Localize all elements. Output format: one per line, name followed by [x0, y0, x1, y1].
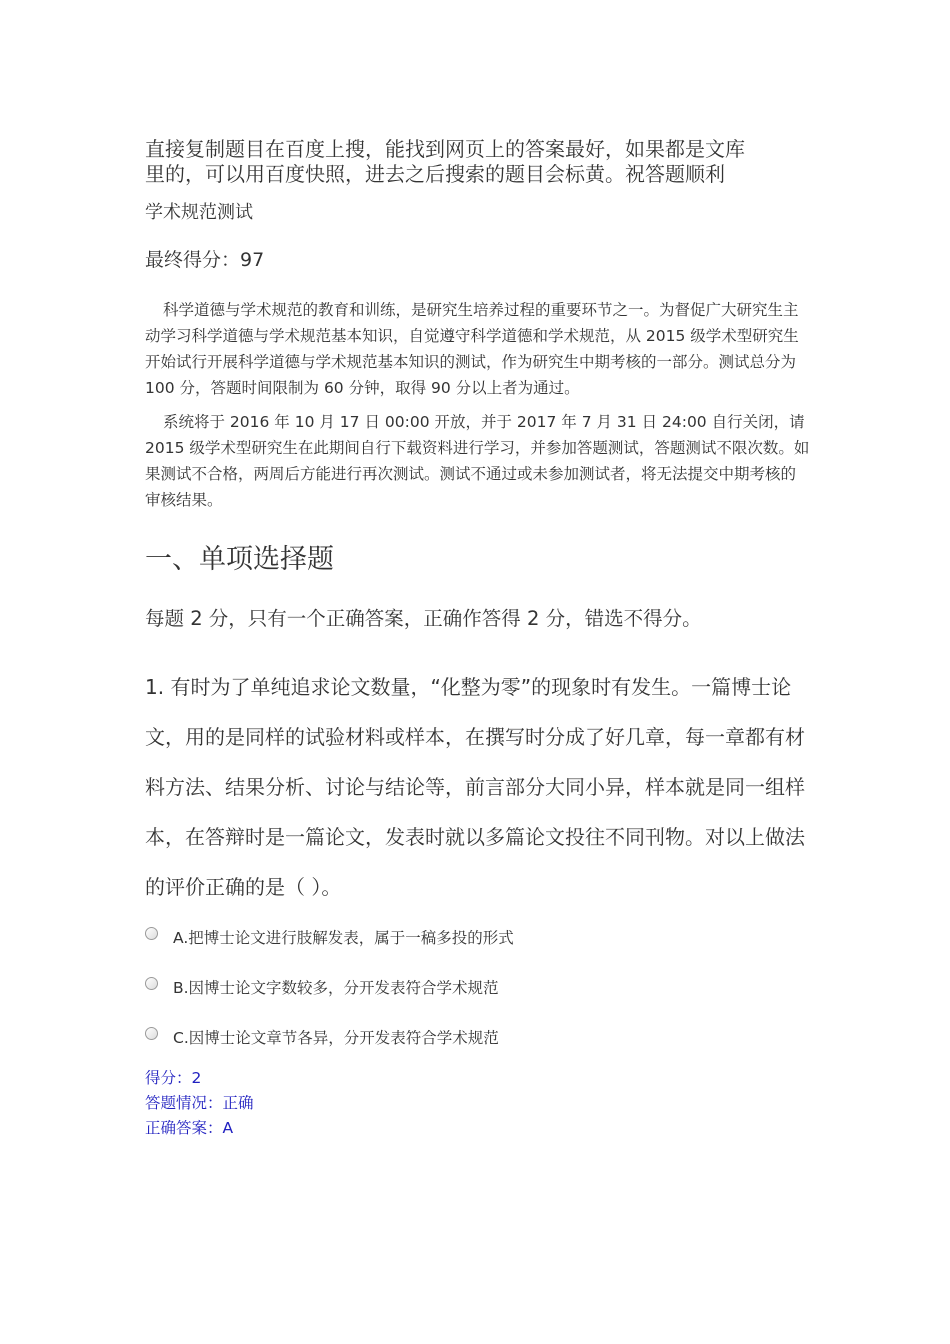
intro-line-1: 直接复制题目在百度上搜，能找到网页上的答案最好，如果都是文库: [145, 137, 745, 161]
option-b-label: B.因博士论文字数较多，分开发表符合学术规范: [173, 979, 499, 997]
description-paragraph-2: 系统将于 2016 年 10 月 17 日 00:00 开放，并于 2017 年 7 月 31 日 24:00 自行关闭，请 2015 级学术型研究生在此期间自行下载资料进行学习，并参加答题测试，答题测试不限次数。如果测试不合格，两周后方能进行再次测试。测试不通过或未参加测试者，将无法提交中期考核的审核结果。: [145, 413, 810, 509]
answer-status: 答题情况：正确: [145, 1094, 254, 1112]
radio-icon[interactable]: [145, 977, 158, 990]
final-score-value: 97: [240, 249, 265, 271]
intro-line-2: 里的，可以用百度快照，进去之后搜索的题目会标黄。祝答题顺利: [145, 162, 725, 186]
final-score-label: 最终得分：: [145, 249, 241, 271]
option-a-label: A.把博士论文进行肢解发表，属于一稿多投的形式: [173, 929, 514, 947]
option-b[interactable]: [145, 975, 499, 1001]
correct-answer: 正确答案：A: [145, 1119, 234, 1137]
answer-result: [145, 1066, 254, 1141]
radio-icon[interactable]: [145, 927, 158, 940]
option-c-label: C.因博士论文章节各异，分开发表符合学术规范: [173, 1029, 499, 1047]
section-heading: 一、单项选择题: [145, 544, 334, 575]
question-score: 得分：2: [145, 1069, 202, 1087]
option-c[interactable]: [145, 1025, 499, 1051]
question-text: 1. 有时为了单纯追求论文数量，“化整为零”的现象时有发生。一篇博士论文，用的是同样的试验材料或样本，在撰写时分成了好几章，每一章都有材料方法、结果分析、讨论与结论等，前言部分大同小异，样本就是同一组样本，在答辩时是一篇论文，发表时就以多篇论文投往不同刊物。对以上做法的评价正确的是（ ）。: [145, 675, 805, 899]
intro-note: [145, 137, 825, 187]
option-a[interactable]: [145, 925, 514, 951]
radio-icon[interactable]: [145, 1027, 158, 1040]
final-score: [145, 246, 264, 274]
test-title: 学术规范测试: [145, 202, 253, 223]
description-paragraph-1: 科学道德与学术规范的教育和训练，是研究生培养过程的重要环节之一。为督促广大研究生主动学习科学道德与学术规范基本知识，自觉遵守科学道德和学术规范，从 2015 级学术型研究生开始试行开展科学道德与学术规范基本知识的测试，作为研究生中期考核的一部分。测试总分为 100 分，答题时间限制为 60 分钟，取得 90 分以上者为通过。: [145, 301, 799, 397]
section-note: 每题 2 分，只有一个正确答案，正确作答得 2 分，错选不得分。: [145, 607, 702, 630]
